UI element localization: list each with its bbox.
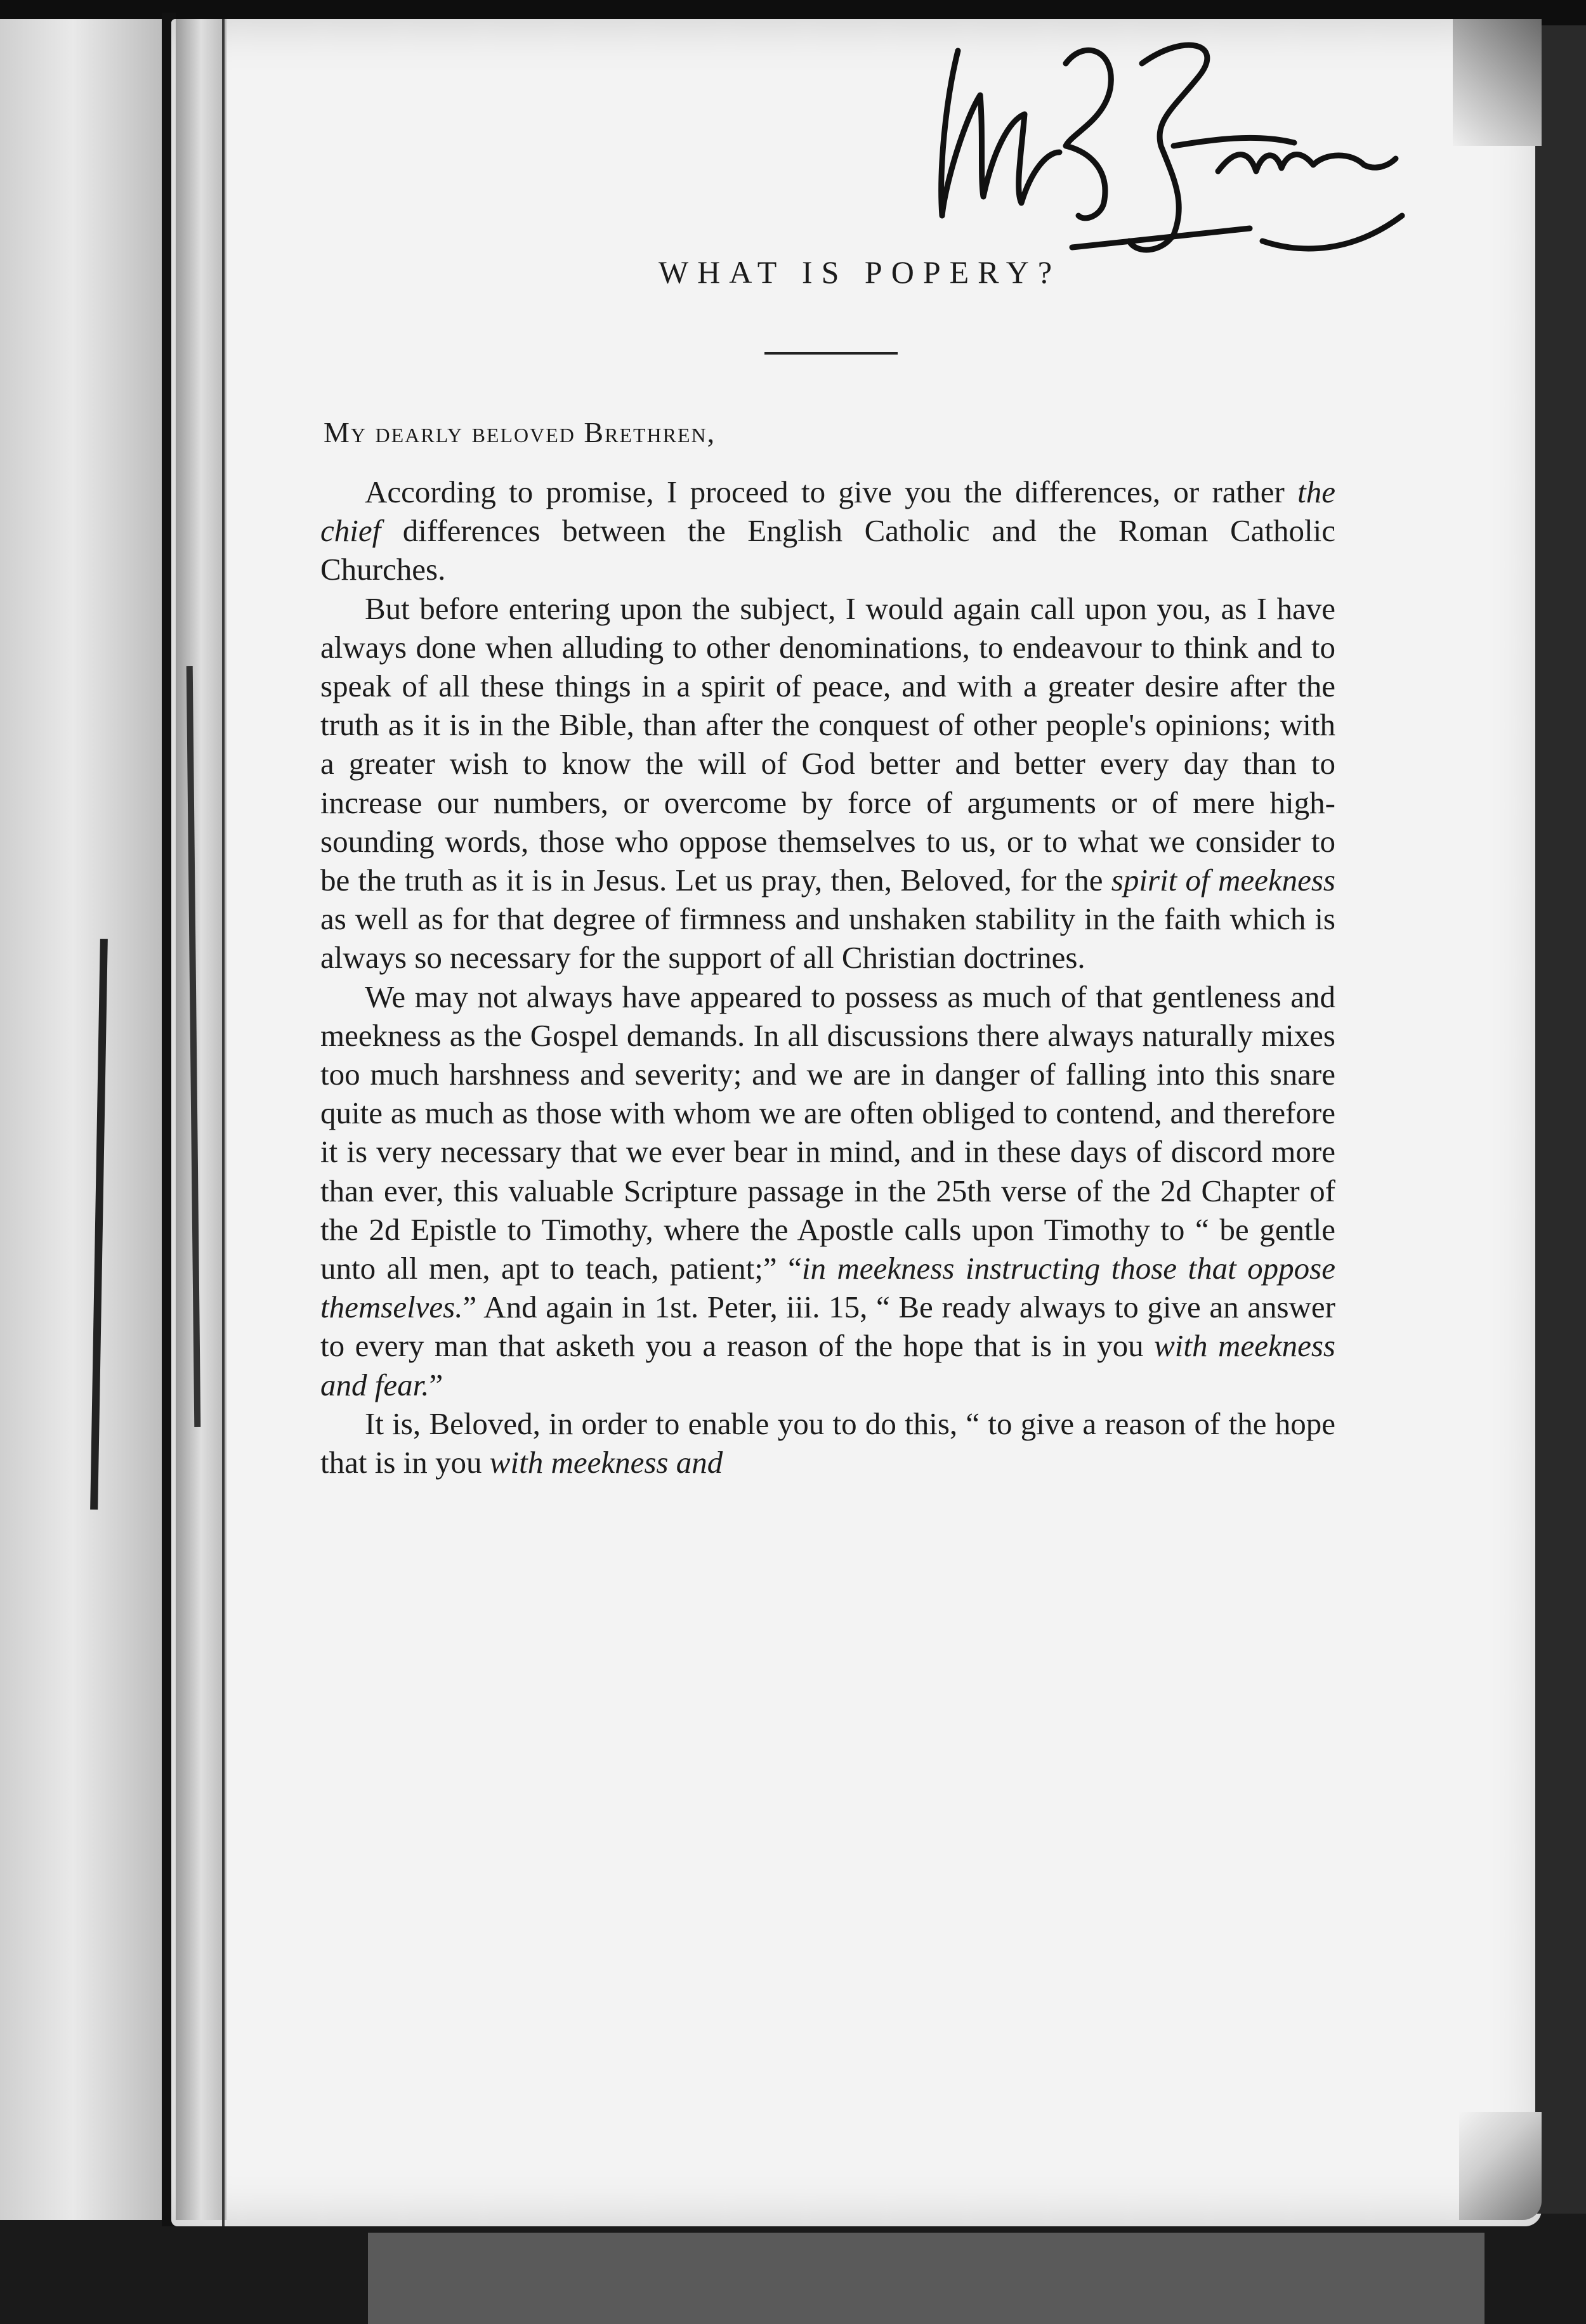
paragraph-text: as well as for that degree of firmness and unshaken stability in the faith which is always so necessary for the support of all Christian doctrines. [320,901,1335,976]
scan-bottom-band [368,2233,1484,2324]
folded-corner-top [1453,19,1542,146]
page-title: WHAT IS POPERY? [658,254,1061,290]
paragraph-text: ” [429,1367,443,1402]
paragraph [320,589,1335,977]
facing-page-edge [0,19,162,2220]
italic-text: with meekness and [489,1445,723,1480]
title-divider [764,352,898,355]
fold-crease [222,19,225,2226]
paragraph-text: differences between the English Catholic and the Roman Catholic Churches. [320,513,1335,587]
spine-fold [176,19,226,2220]
scan-right-border [1535,25,1586,2214]
body-text [320,473,1335,1482]
paragraph [320,977,1335,1404]
italic-text: with meekness and fear. [320,1328,1335,1402]
paragraph-text: According to promise, I proceed to give you the differences, or rather [365,474,1298,509]
paragraph-text: We may not always have appeared to possess as much of that gentleness and meekness as the Gospel demands. In all discussions there always naturally mixes too much harshness and severity; and we are in danger of falling into this snare quite as much as those with whom we are often obliged to contend, and therefore it is very necessary that we ever bear in mind, and in these days of discord more than ever, this valuable Scripture passage in the 25th verse of the 2d Chapter of the 2d Epistle to Timothy, where the Apostle calls upon Timothy to “ be gentle unto all men, apt to teach, patient;” “ [320,979,1335,1286]
paragraph [320,473,1335,589]
italic-text: in meekness instructing those that oppose themselves. [320,1251,1335,1325]
paragraph [320,1404,1335,1482]
paragraph-text: It is, Beloved, in order to enable you to do this, “ to give a reason of the hope that is in you [320,1406,1335,1480]
italic-text: the chief [320,474,1335,549]
paragraph-text: ” And again in 1st. Peter, iii. 15, “ Be ready always to give an answer to every man that asketh you a reason of the hope that is in you [320,1289,1335,1364]
salutation: My dearly beloved Brethren, [324,416,716,448]
worn-corner-bottom [1459,2112,1542,2220]
handwritten-signature [920,25,1415,279]
italic-text: spirit of meekness [1111,863,1335,898]
paragraph-text: But before entering upon the subject, I would again call upon you, as I have always done when alluding to other denominations, to endeavour to think and to speak of all these things in a spirit of peace, and with a greater desire after the truth as it is in the Bible, than after the conquest of other people's opinions; with a greater wish to know the will of God better and better every day than to increase our numbers, or overcome by force of arguments or of mere high-sounding words, those who oppose themselves to us, or to what we consider to be the truth as it is in Jesus. Let us pray, then, Beloved, for the [320,591,1335,898]
